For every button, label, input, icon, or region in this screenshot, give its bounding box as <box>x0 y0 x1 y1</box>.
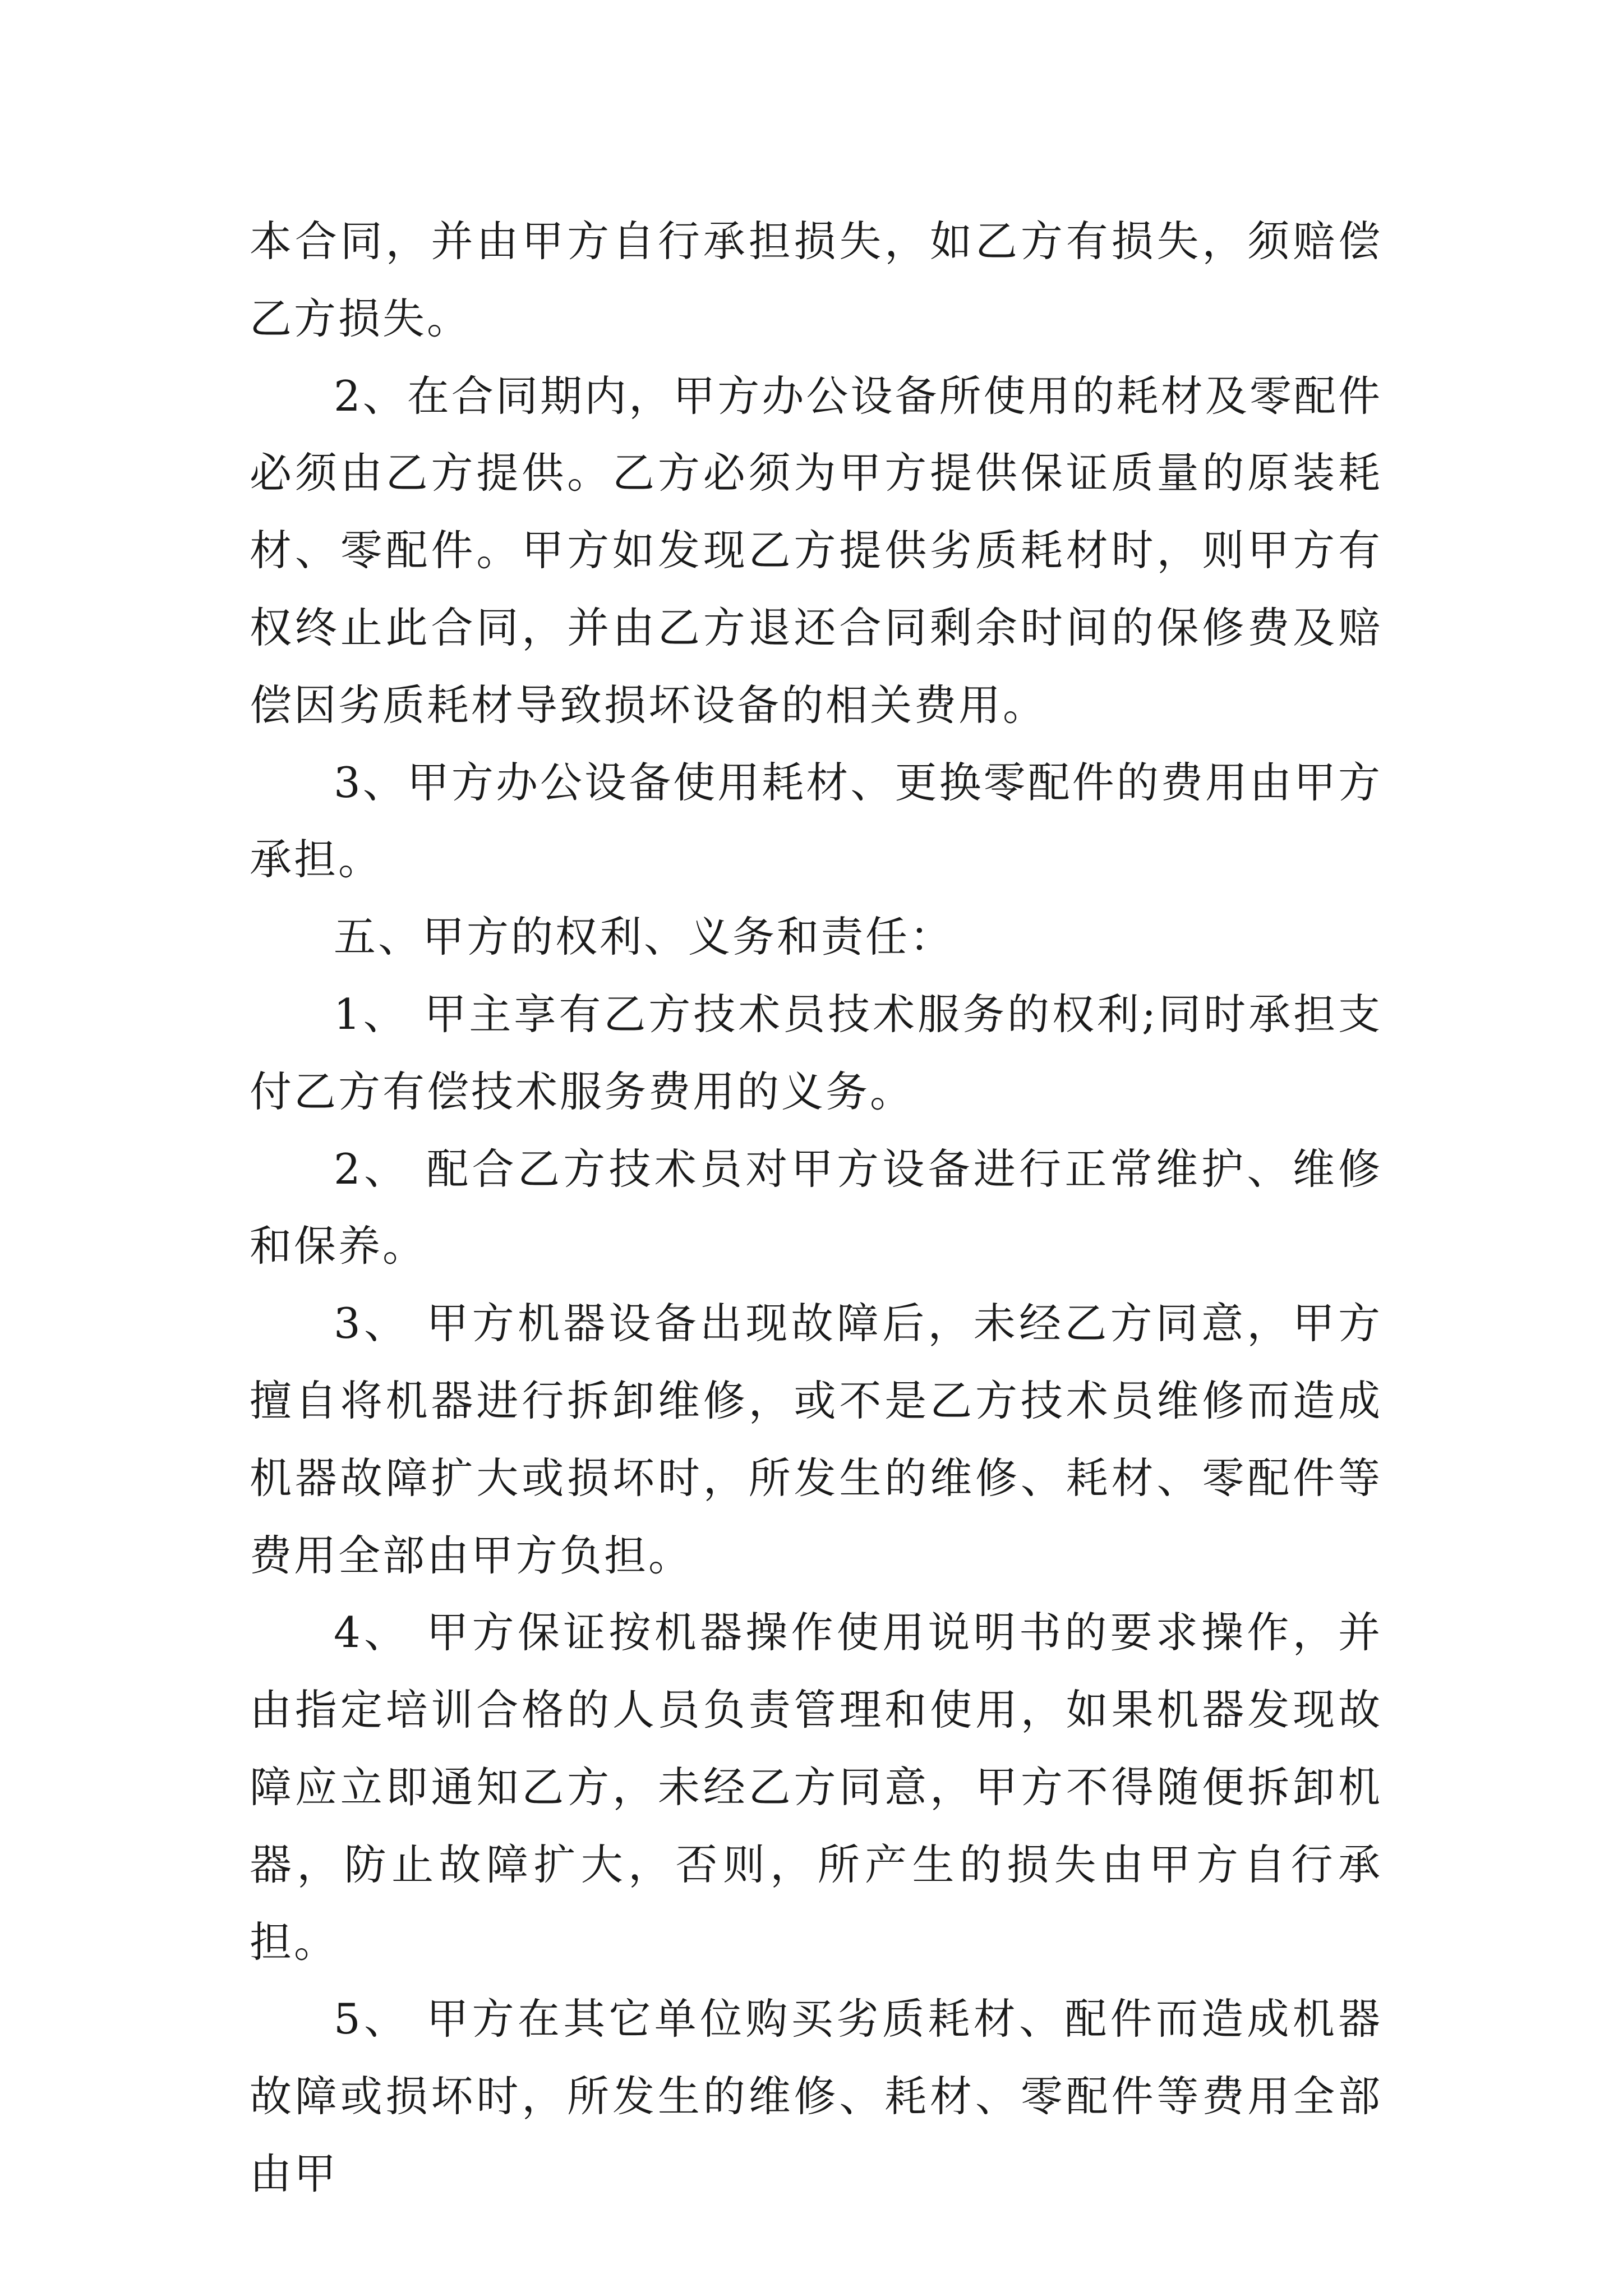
paragraph-clause-5-3: 3、 甲方机器设备出现故障后，未经乙方同意，甲方擅自将机器进行拆卸维修，或不是乙方技术员维修而造成机器故障扩大或损坏时，所发生的维修、耗材、零配件等费用全部由甲方负担。 <box>250 1299 1382 1580</box>
paragraph-continuation: 本合同，并由甲方自行承担损失，如乙方有损失，须赔偿乙方损失。 <box>250 217 1382 343</box>
paragraph-clause-5-1: 1、 甲主享有乙方技术员技术服务的权利;同时承担支付乙方有偿技术服务费用的义务。 <box>250 989 1382 1116</box>
section-heading-5: 五、甲方的权利、义务和责任： <box>334 912 955 962</box>
document-body <box>250 203 1382 2213</box>
paragraph-clause-5-2: 2、 配合乙方技术员对甲方设备进行正常维护、维修和保养。 <box>250 1144 1382 1271</box>
paragraph-clause-5-5: 5、 甲方在其它单位购买劣质耗材、配件而造成机器故障或损坏时，所发生的维修、耗材、零配件等费用全部由甲 <box>250 1994 1382 2198</box>
paragraph-clause-5-4: 4、 甲方保证按机器操作使用说明书的要求操作，并由指定培训合格的人员负责管理和使用，如果机器发现故障应立即通知乙方，未经乙方同意，甲方不得随便拆卸机器，防止故障扩大，否则，所产生的损失由甲方自行承担。 <box>250 1608 1382 1967</box>
paragraph-clause-4-3: 3、甲方办公设备使用耗材、更换零配件的费用由甲方承担。 <box>250 757 1382 885</box>
paragraph-clause-4-2: 2、在合同期内，甲方办公设备所使用的耗材及零配件必须由乙方提供。乙方必须为甲方提供保证质量的原装耗材、零配件。甲方如发现乙方提供劣质耗材时，则甲方有权终止此合同，并由乙方退还合同剩余时间的保修费及赔偿因劣质耗材导致损坏设备的相关费用。 <box>250 371 1382 730</box>
